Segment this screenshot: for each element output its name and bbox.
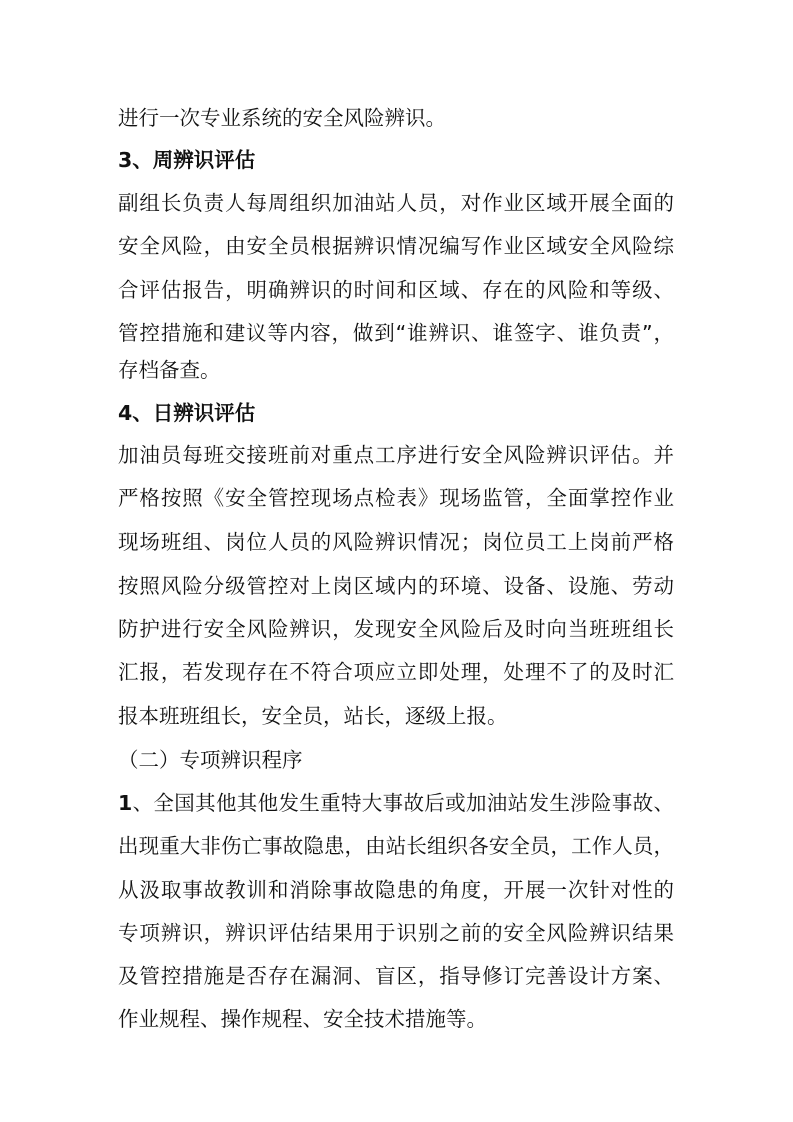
paragraph-line: 作业规程、操作规程、安全技术措施等。: [118, 1007, 487, 1031]
paragraph-line: 管控措施和建议等内容，做到“谁辨识、谁签字、谁负责”，: [118, 321, 674, 345]
paragraph-line: 防护进行安全风险辨识，发现安全风险后及时向当班班组长: [118, 617, 674, 641]
paragraph-line: 合评估报告，明确辨识的时间和区域、存在的风险和等级、: [118, 278, 674, 302]
paragraph-line: 进行一次专业系统的安全风险辨识。: [118, 106, 446, 130]
paragraph-line: 按照风险分级管控对上岗区域内的环境、设备、设施、劳动: [118, 574, 674, 598]
paragraph-line: 存档备查。: [118, 358, 221, 382]
paragraph-line: 安全风险，由安全员根据辨识情况编写作业区域安全风险综: [118, 234, 674, 258]
paragraph-line: 严格按照《安全管控现场点检表》现场监管，全面掌控作业: [118, 486, 674, 510]
paragraph-line: 副组长负责人每周组织加油站人员，对作业区域开展全面的: [118, 191, 674, 215]
section-heading-daily: 4、日辨识评估: [118, 401, 256, 425]
paragraph-line: [118, 791, 674, 815]
item-text: 、全国其他其他发生重特大事故后或加油站发生涉险事故、: [132, 791, 674, 815]
paragraph-line: 现场班组、岗位人员的风险辨识情况；岗位员工上岗前严格: [118, 530, 674, 554]
section-heading-special: （二）专项辨识程序: [118, 748, 303, 772]
paragraph-line: 加油员每班交接班前对重点工序进行安全风险辨识评估。并: [118, 443, 674, 467]
item-number: 1: [118, 791, 133, 815]
section-heading-weekly: 3、周辨识评估: [118, 148, 256, 172]
paragraph-line: 汇报，若发现存在不符合项应立即处理，处理不了的及时汇: [118, 660, 674, 684]
paragraph-line: 专项辨识，辨识评估结果用于识别之前的安全风险辨识结果: [118, 921, 674, 945]
paragraph-line: 出现重大非伤亡事故隐患，由站长组织各安全员，工作人员，: [118, 834, 674, 858]
paragraph-line: 报本班班组长，安全员，站长，逐级上报。: [118, 704, 508, 728]
paragraph-line: 从汲取事故教训和消除事故隐患的角度，开展一次针对性的: [118, 878, 674, 902]
paragraph-line: 及管控措施是否存在漏洞、盲区，指导修订完善设计方案、: [118, 964, 674, 988]
